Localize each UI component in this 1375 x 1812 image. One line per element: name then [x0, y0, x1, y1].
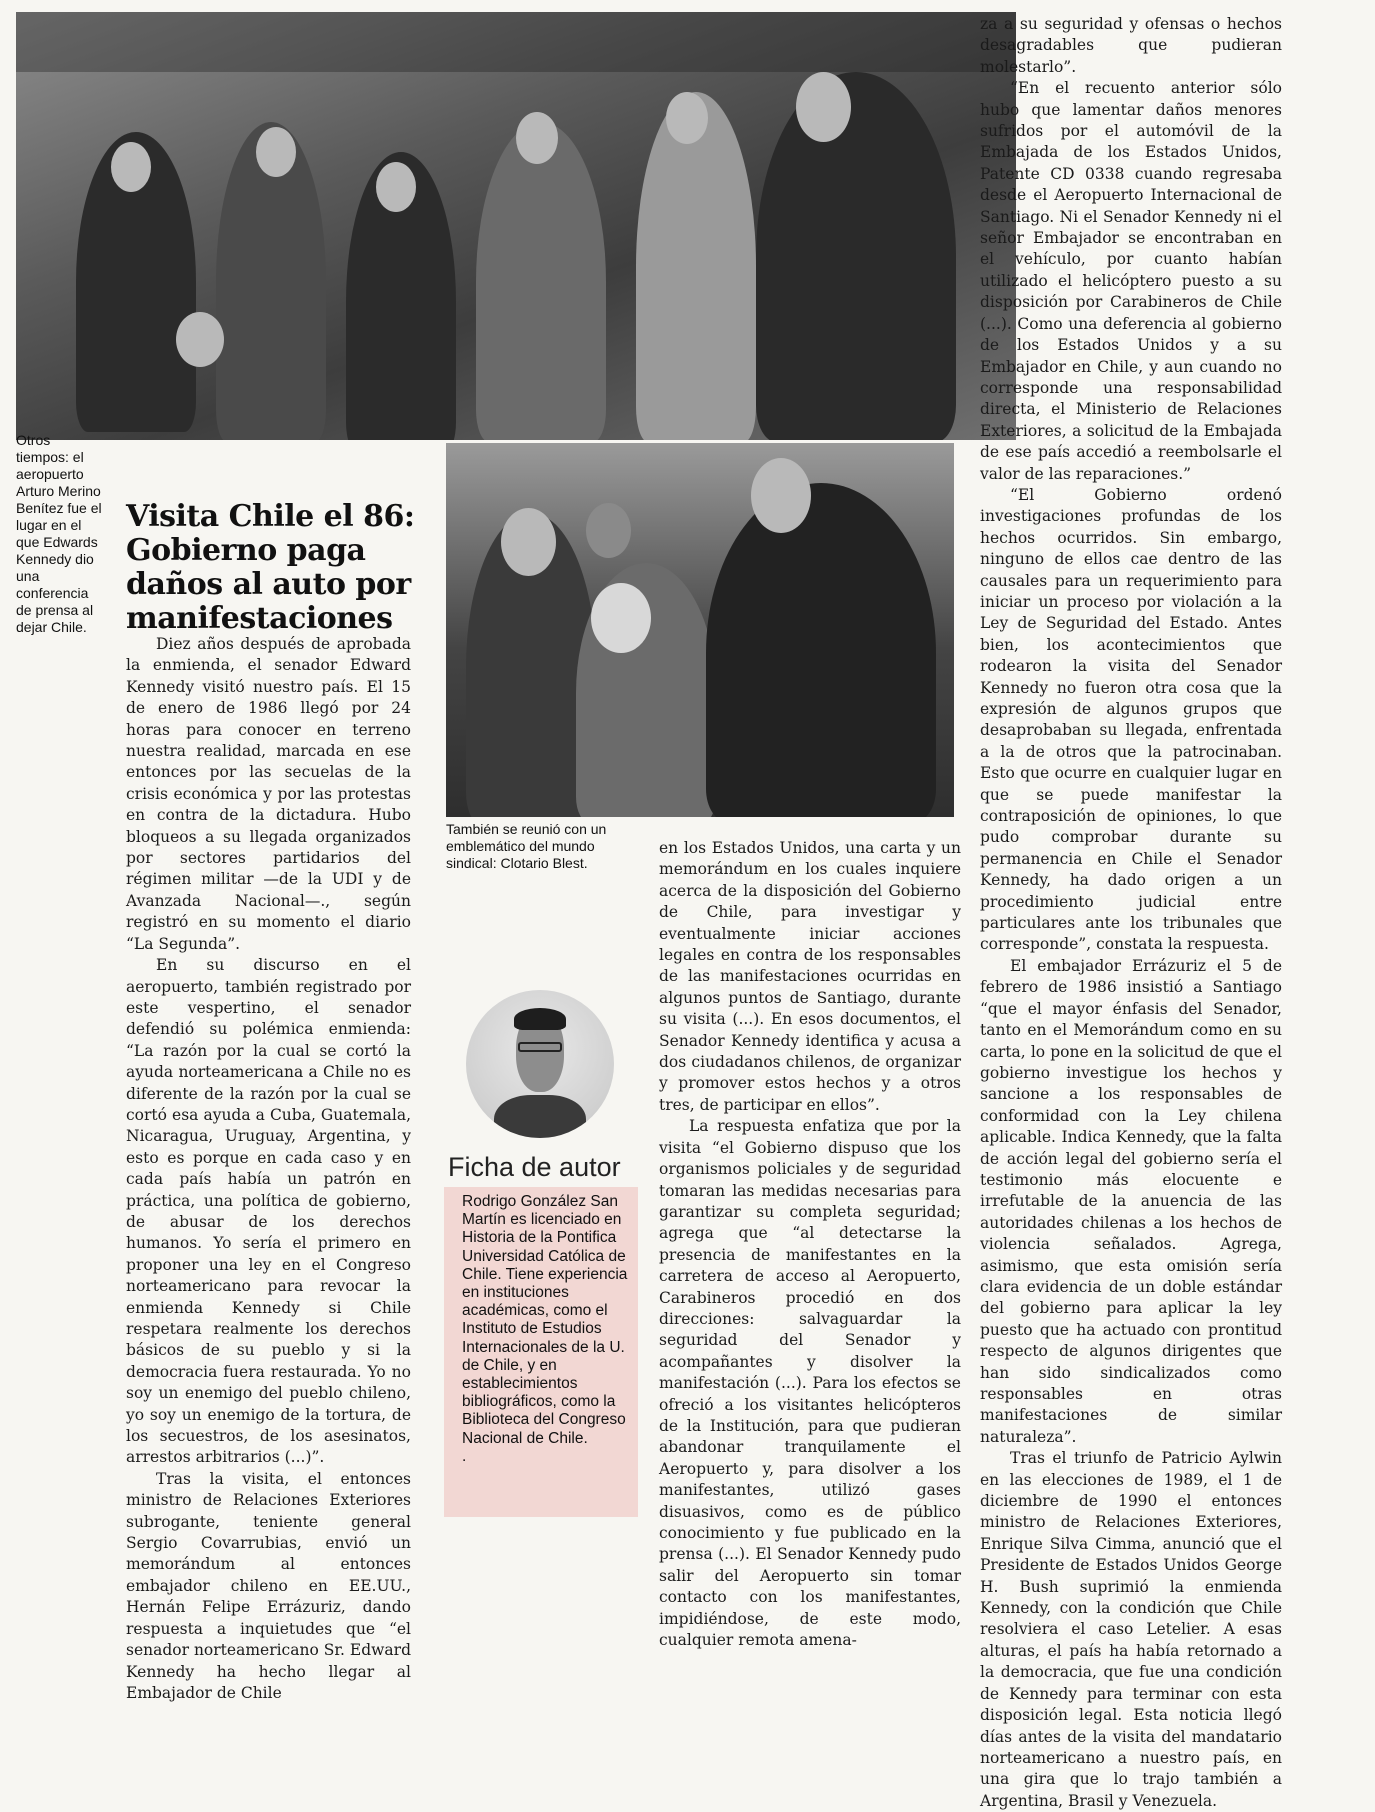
article-column-1 — [126, 634, 411, 1704]
paragraph: “El Gobierno ordenó investigaciones profundas de los hechos ocurridos. Sin embargo, ninguno de ellos cae dentro de las causales para un requerimiento para iniciar un proceso por violación a la Ley de Seguridad del Estado. Antes bien, los acontecimientos que rodearon la visita del Senador Kennedy no fueron otra cosa que la expresión de algunos grupos que desaprobaban su llegada, enfrentada a la de otros que la patrocinaban. Esto que ocurre en cualquier lugar en que se puede manifestar la contraposición de opiniones, lo que pudo comprobar durante su permanencia en Chile el Senador Kennedy, ha dado origen a un procedimiento judicial entre particulares ante los tribunales que corresponde”, constata la respuesta. — [980, 485, 1282, 954]
top-photo-caption: Otros tiempos: el aeropuerto Arturo Merino Benítez fue el lugar en el que Edwards Kennedy dio una conferencia de prensa al dejar Chile. — [16, 432, 102, 635]
paragraph: Tras la visita, el entonces ministro de Relaciones Exteriores subrogante, teniente general Sergio Covarrubias, envió un memorándum al entonces embajador chileno en EE.UU., Hernán Felipe Errázuriz, dando respuesta a inquietudes que “el senador norteamericano Sr. Edward Kennedy ha hecho llegar al Embajador de Chile — [126, 1469, 411, 1702]
article-column-2 — [659, 838, 961, 1651]
blest-photo-caption: También se reunió con un emblemático del mundo sindical: Clotario Blest. — [446, 821, 607, 871]
paragraph: La respuesta enfatiza que por la visita “el Gobierno dispuso que los organismos policiales y de seguridad tomaran las medidas necesarias para garantizar su completa seguridad; agrega que “al detectarse la presencia de manifestantes en la carretera de acceso al Aeropuerto, Carabineros procedió en dos direcciones: salvaguardar la seguridad del Senador y acompañantes y disolver la manifestación (...). Para los efectos se ofreció a los visitantes helicópteros de la Institución, para que pudieran abandonar tranquilamente el Aeropuerto y, para disolver a los manifestantes, utilizó gases disuasivos, como es de público conocimiento y fue publicado en la prensa (...). El Senador Kennedy pudo salir del Aeropuerto sin tomar contacto con los manifestantes, impidiéndose, de este modo, cualquier remota amena- — [659, 1117, 961, 1650]
article-headline: Visita Chile el 86: Gobierno paga daños al auto por manifestaciones — [126, 499, 415, 636]
ficha-body: Rodrigo González San Martín es licenciado en Historia de la Pontifica Universidad Católica de Chile. Tiene experiencia en instituciones académicas, como el Instituto de Estudios Internacionales de la U. de Chile, y en establecimientos bibliográficos, como la Biblioteca del Congreso Nacional de Chile. — [462, 1193, 628, 1447]
paragraph: “En el recuento anterior sólo hubo que lamentar daños menores sufridos por el automóvil de la Embajada de los Estados Unidos, Patente CD 0338 cuando regresaba desde el Aeropuerto Internacional de Santiago. Ni el Senador Kennedy ni el señor Embajador se encontraban en el vehículo, por cuanto habían utilizado el helicóptero puesto a su disposición por Carabineros de Chile (...). Como una deferencia al gobierno de los Estados Unidos y a su Embajador en Chile, y aun cuando no corresponde una responsabilidad directa, el Ministerio de Relaciones Exteriores, a solicitud de la Embajada de ese país accedió a reembolsarle el valor de las reparaciones.” — [980, 79, 1282, 483]
author-photo — [466, 990, 614, 1138]
airport-press-conference-photo — [16, 12, 1016, 440]
paragraph: Tras el triunfo de Patricio Aylwin en las elecciones de 1989, el 1 de diciembre de 1990 el entonces ministro de Relaciones Exteriores, Enrique Silva Cimma, anunció que el Presidente de Estados Unidos George H. Bush suprimió la enmienda Kennedy, con la condición que Chile resolviera el caso Letelier. A esas alturas, el país ha había retornado a la democracia, que fue una condición de Kennedy para terminar con esta disposición legal. Esta noticia llegó días antes de la visita del mandatario norteamericano a nuestro país, en una gira que lo trajo también a Argentina, Brasil y Venezuela. — [980, 1449, 1282, 1810]
ficha-title: Ficha de autor — [448, 1152, 621, 1182]
article-column-3 — [980, 14, 1282, 1812]
clotario-blest-photo — [446, 443, 954, 817]
paragraph: za a su seguridad y ofensas o hechos desagradables que pudieran molestarlo”. — [980, 15, 1282, 76]
ficha-trailing: . — [462, 1447, 467, 1465]
paragraph: Diez años después de aprobada la enmienda, el senador Edward Kennedy visitó nuestro país. El 15 de enero de 1986 llegó por 24 horas para conocer en terreno nuestra realidad, marcada en ese entonces por las secuelas de la crisis económica y por las protestas en contra de la dictadura. Hubo bloqueos a su llegada organizados por sectores partidarios del régimen militar —de la UDI y de Avanzada Nacional—., según registró en su momento el diario “La Segunda”. — [126, 635, 411, 953]
paragraph: En su discurso en el aeropuerto, también registrado por este vespertino, el senador defendió su polémica enmienda: “La razón por la cual se cortó la ayuda norteamericana a Chile no es diferente de la razón por la cual se cortó esa ayuda a Cuba, Guatemala, Nicaragua, Uruguay, Argentina, y esto es porque en cada caso y en cada país había un patrón en práctica, una política de gobierno, de abusar de los derechos humanos. Yo sería el primero en proponer una ley en el Congreso norteamericano para revocar la enmienda Kennedy si Chile respetara realmente los derechos básicos de su pueblo y si la democracia fuera restaurada. Yo no soy un enemigo del pueblo chileno, yo soy un enemigo de la tortura, de los secuestros, de los asesinatos, arrestos arbitrarios (...)”. — [126, 956, 411, 1467]
paragraph: en los Estados Unidos, una carta y un memorándum en los cuales inquiere acerca de la disposición del Gobierno de Chile, para investigar y eventualmente iniciar acciones legales en contra de los responsables de las manifestaciones ocurridas en algunos puntos de Santiago, durante su visita (...). En esos documentos, el Senador Kennedy identifica y acusa a dos ciudadanos chilenos, de organizar y promover estos hechos y a otros tres, de participar en ellos”. — [659, 839, 961, 1114]
paragraph: El embajador Errázuriz el 5 de febrero de 1986 insistió a Santiago “que el mayor énfasis del Senador, tanto en el Memorándum como en su carta, lo pone en la solicitud de que el gobierno investigue los hechos y sancione a los responsables de conformidad con la Ley chilena aplicable. Indica Kennedy, que la falta de acción legal del gobierno sería el testimonio más elocuente e irrefutable de la anuencia de las autoridades chilenas a los hechos de violencia señalados. Agrega, asimismo, que esta omisión sería clara evidencia de un doble estándar del gobierno para aplicar la ley puesto que ha actuado con prontitud respecto de algunos dirigentes que han sido sindicalizados como responsables en otras manifestaciones de similar naturaleza”. — [980, 956, 1282, 1446]
ficha-box — [444, 1187, 638, 1517]
